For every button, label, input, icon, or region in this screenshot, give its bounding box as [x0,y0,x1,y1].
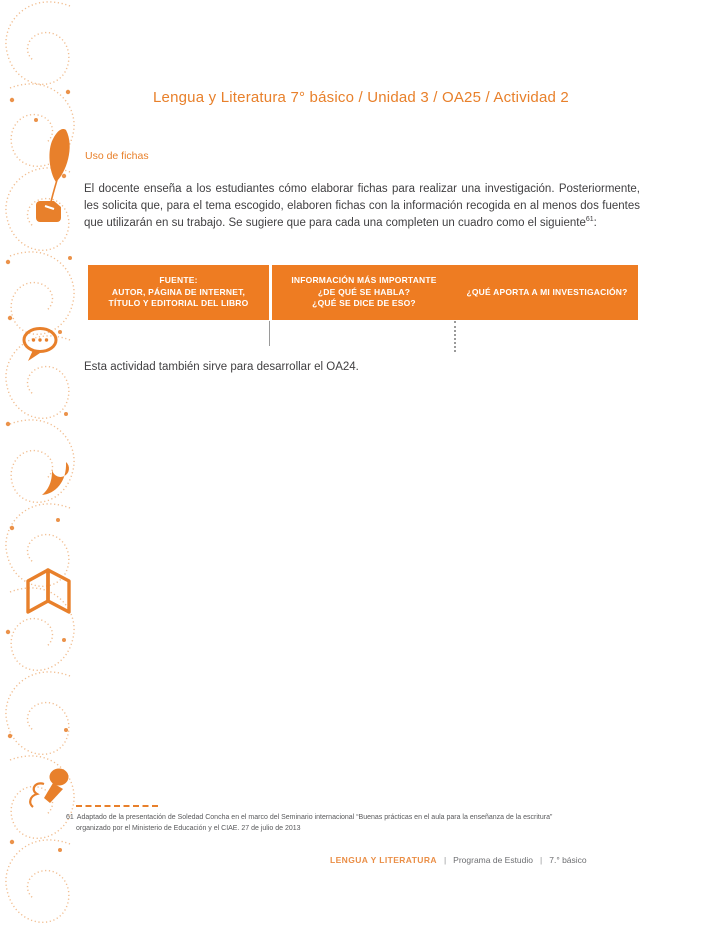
paragraph-text: El docente enseña a los estudiantes cómo elaborar fichas para realizar una investigación. Posteriormente, les solicita que, para el tema escogido, elaboren fichas con la información recogida en al menos dos fuentes que utilizarán en su trabajo. Se sugiere que para cada una completen un cuadro como el siguiente [84,183,640,229]
footer-separator: | [540,855,543,865]
footnote-ref: 61 [585,216,594,224]
header-line: FUENTE: [159,275,198,286]
header-line: ¿QUÉ SE DICE DE ESO? [312,298,416,309]
header-line: ¿DE QUÉ SE HABLA? [317,286,411,297]
footnote-number: 61 [66,814,74,821]
fichas-table [88,265,638,354]
footnote-divider [76,805,158,807]
open-book-icon [28,570,69,612]
table-header-informacion [272,265,456,320]
table-column-divider-solid [269,321,270,346]
comma-icon [42,462,69,495]
table-column-divider-dotted [454,321,456,352]
paragraph-colon: : [593,217,597,229]
note-text: Esta actividad también sirve para desarrollar el OA24. [84,361,359,373]
header-line: AUTOR, PÁGINA DE INTERNET, [111,286,246,297]
section-title: Uso de fichas [85,150,149,162]
decorative-sidebar [0,0,80,932]
page-title: Lengua y Literatura 7° básico / Unidad 3 / OA25 / Actividad 2 [153,89,569,106]
header-line: INFORMACIÓN MÁS IMPORTANTE [291,275,437,286]
body-paragraph [84,181,640,232]
inkwell-icon [36,201,61,222]
quill-icon [49,129,69,206]
microphone-icon [30,769,68,808]
page-footer [330,855,660,865]
table-header-fuente [88,265,272,320]
table-header-row [88,265,638,320]
footer-brand: LENGUA Y LITERATURA [330,855,437,865]
speech-bubble-icon [24,329,56,362]
table-header-aporte [456,265,638,320]
footnote [66,813,578,834]
header-line: TÍTULO Y EDITORIAL DEL LIBRO [108,298,249,309]
footer-separator: | [443,855,447,865]
footer-program: Programa de Estudio [453,855,534,865]
header-line: ¿QUÉ APORTA A MI INVESTIGACIÓN? [466,286,628,297]
footnote-text: Adaptado de la presentación de Soledad Concha en el marco del Seminario internacional “Buenas prácticas en el aula para la enseñanza de la escritura” organizado por el Ministerio de Educación y el CIAE. 27 de julio de 2013 [76,814,553,832]
table-body [88,320,638,354]
footer-grade: 7.° básico [549,855,587,865]
